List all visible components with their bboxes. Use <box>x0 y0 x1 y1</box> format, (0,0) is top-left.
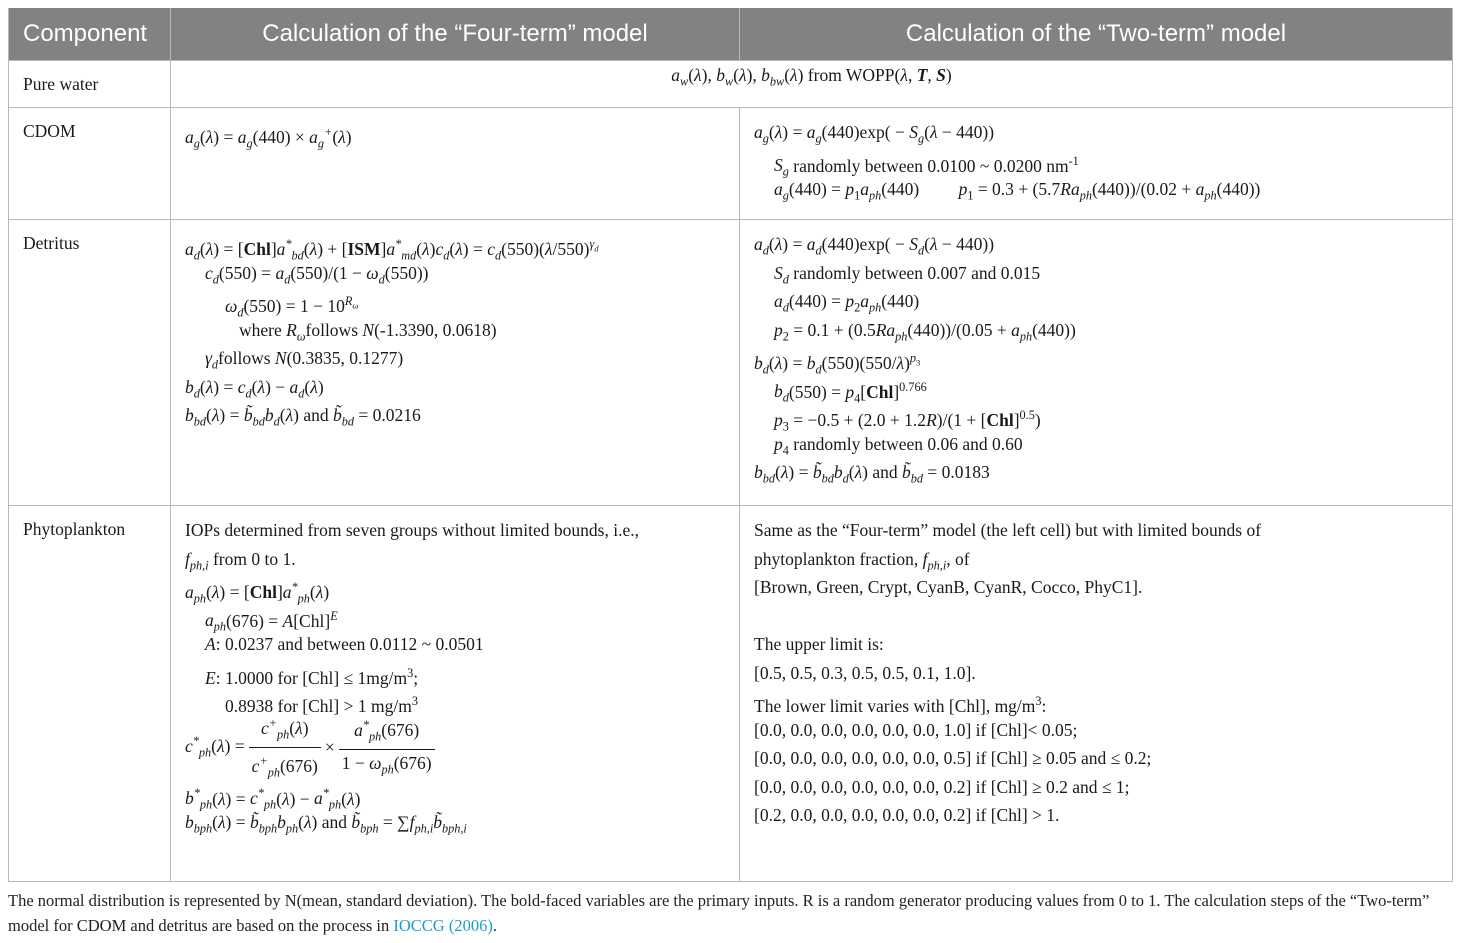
component-label <box>9 220 171 506</box>
footnote-end: . <box>492 916 497 935</box>
phyto-four-line-1: IOPs determined from seven groups without limited bounds, i.e., <box>185 520 639 540</box>
phyto-four-term-cell <box>171 506 740 882</box>
iop-calculation-table <box>8 8 1453 882</box>
detritus-two-eq-2: $S_d$ randomly between 0.007 and 0.015 <box>774 262 1041 286</box>
phyto-two-line-3: [Brown, Green, Crypt, CyanB, CyanR, Cocco, PhyC1]. <box>754 577 1143 597</box>
pure-water-cell <box>171 61 1453 108</box>
detritus-two-eq-3: $a_d(440) = p_2a_{ph}(440)$ <box>774 291 920 315</box>
phyto-two-line-6: [0.5, 0.5, 0.3, 0.5, 0.5, 0.1, 1.0]. <box>754 662 976 683</box>
detritus-two-term-cell <box>740 220 1453 506</box>
cdom-two-eq-1: $a_g(\lambda) = a_g(440)\exp( - S_g(\lambda - 440))$ <box>754 122 995 146</box>
phyto-two-line-9: [0.0, 0.0, 0.0, 0.0, 0.0, 0.0, 0.5] if [Chl] ≥ 0.05 and ≤ 0.2; <box>754 748 1152 768</box>
phyto-four-eq-7: $b^*_{ph}(\lambda) = c^*_{ph}(\lambda) - a^*_{ph}(\lambda)$ <box>185 786 361 812</box>
component-pure-water: Pure water <box>23 74 99 94</box>
header-four-term: Calculation of the “Four-term” model <box>171 8 740 61</box>
phyto-two-line-2: phytoplankton fraction, $f_{ph,i}$, of <box>754 548 970 572</box>
component-label <box>9 108 171 220</box>
footnote-citation-link[interactable]: IOCCG (2006) <box>393 916 493 935</box>
detritus-two-eq-9: $b_{bd}(\lambda)$ = $b̃_{bd}b_d(\lambda)$ and $b̃_{bd} = 0.0183$ <box>754 462 990 486</box>
detritus-two-eq-8: $p_4$ randomly between 0.06 and 0.60 <box>774 433 1023 457</box>
detritus-four-eq-7: $b_{bd}(\lambda)$ = $b̃_{bd}b_d(\lambda)$ and $b̃_{bd} = 0.0216$ <box>185 405 421 429</box>
phyto-two-line-10: [0.0, 0.0, 0.0, 0.0, 0.0, 0.0, 0.2] if [Chl] ≥ 0.2 and ≤ 1; <box>754 776 1130 797</box>
phyto-four-eq-2: $a_{ph}(676) = A[Chl]^E$ <box>205 608 338 634</box>
component-phytoplankton: Phytoplankton <box>23 519 126 539</box>
detritus-four-eq-5: $\gamma_dfollows$ N(0.3835, 0.1277) <box>205 348 404 372</box>
detritus-four-eq-4: where $R_\omega follows$ N(-1.3390, 0.0618) <box>239 319 497 343</box>
component-detritus: Detritus <box>23 233 80 253</box>
detritus-four-eq-3: $\omega_d(550) = 1 - 10^{R_\omega}$ <box>225 294 359 320</box>
detritus-four-eq-6: $b_d(\lambda) = c_d(\lambda) - a_d(\lambda)$ <box>185 376 324 400</box>
phyto-four-eq-3: A: 0.0237 and between 0.0112 ~ 0.0501 <box>205 634 484 654</box>
header-row <box>9 8 1453 61</box>
fraction-c-plus: $\frac{c^+_{ph}(\lambda)}{c^+_{ph}(676)}$ <box>249 710 321 786</box>
detritus-four-term-cell <box>171 220 740 506</box>
phyto-four-eq-8: $b_{bph}(\lambda)$ = $b̃_{bph}b_{ph}(\lambda)$ and $b̃_{bph}$ = $\sum f_{ph,i}b̃_{bph,i}$ <box>185 812 467 836</box>
phyto-four-eq-4: E: 1.0000 for $[Chl] \le 1mg/m^3$; <box>205 665 419 688</box>
phyto-four-line-2: $f_{ph,i}$ from 0 to 1. <box>185 548 296 572</box>
table-row-detritus <box>9 220 1453 506</box>
phyto-four-eq-6: $c^*_{ph}(\lambda)$ = $\frac{c^+_{ph}(\lambda)}{c^+_{ph}(676)}$ × $\frac{a^*_{ph}(676)}{1 - \omega_{ph}(676)}$ <box>185 716 727 780</box>
phyto-two-line-5: The upper limit is: <box>754 634 884 654</box>
table-row-pure-water <box>9 61 1453 108</box>
phyto-two-line-1: Same as the “Four-term” model (the left cell) but with limited bounds of <box>754 520 1262 540</box>
detritus-two-eq-6: $b_d(550) = p_4[Chl]^{0.766}$ <box>774 379 927 405</box>
table-row-cdom <box>9 108 1453 220</box>
detritus-four-eq-1: $a_d(\lambda) = [Chl]a^*_{bd}(\lambda) + [ISM]a^*_{md}(\lambda)c_d(\lambda) = c_d(550)(\lambda/550)^{\gamma_d}$ <box>185 237 599 263</box>
phyto-two-line-7: The lower limit varies with [Chl], $mg/m^3$: <box>754 694 1047 716</box>
table-row-phytoplankton <box>9 506 1453 882</box>
table-footnote <box>8 888 1452 938</box>
phyto-two-line-11: [0.2, 0.0, 0.0, 0.0, 0.0, 0.0, 0.2] if [Chl] > 1. <box>754 805 1060 825</box>
header-component: Component <box>9 8 171 61</box>
detritus-two-eq-1: $a_d(\lambda) = a_d(440)\exp( - S_d(\lambda - 440))$ <box>754 234 995 258</box>
component-label <box>9 506 171 882</box>
cdom-two-eq-3: $a_g(440) = p_1a_{ph}(440)$ $p_1 = 0.3 + (5.7Ra_{ph}(440))/(0.02 + a_{ph}(440))$ <box>774 179 1261 203</box>
cdom-two-eq-2: $S_g$ randomly between 0.0100 ~ 0.0200 $nm^{-1}$ <box>774 153 1079 179</box>
detritus-two-eq-4: $p_2 = 0.1 + (0.5Ra_{ph}(440))/(0.05 + a_{ph}(440))$ <box>774 319 1076 343</box>
component-cdom: CDOM <box>23 121 76 141</box>
phyto-four-eq-1: $a_{ph}(\lambda) = [Chl]a^*_{ph}(\lambda)$ <box>185 580 330 606</box>
detritus-two-eq-7: $p_3 = -0.5 + (2.0 + 1.2R)/(1 + [Chl]^{0.5})$ <box>774 408 1041 434</box>
detritus-four-eq-2: $c_d(550) = a_d(550)/(1 - \omega_d(550))$ <box>205 262 429 286</box>
footnote-text: The normal distribution is represented by N(mean, standard deviation). The bold-faced variables are the primary inputs. R is a random generator producing values from 0 to 1. The calculation steps of the “Two-term” model for CDOM and detritus are based on the process in <box>8 891 1430 935</box>
fraction-a-star: $\frac{a^*_{ph}(676)}{1 - \omega_{ph}(676)}$ <box>339 712 435 783</box>
header-two-term: Calculation of the “Two-term” model <box>740 8 1453 61</box>
phyto-two-line-8: [0.0, 0.0, 0.0, 0.0, 0.0, 0.0, 1.0] if [Chl]< 0.05; <box>754 719 1078 740</box>
component-label <box>9 61 171 108</box>
phyto-two-blank <box>754 602 1440 631</box>
cdom-two-term-cell <box>740 108 1453 220</box>
phyto-four-eq-5: 0.8938 for [Chl] > 1 $mg/m^3$ <box>225 694 418 716</box>
pure-water-formula: $a_w(\lambda)$, $b_w(\lambda)$, $b_{bw}(\lambda)$ from WOPP(λ, T, S) <box>671 65 952 89</box>
phyto-two-term-cell <box>740 506 1453 882</box>
cdom-four-term-cell <box>171 108 740 220</box>
detritus-two-eq-5: $b_d(\lambda) = b_d(550)(550/\lambda)^{p_3}$ <box>754 351 921 377</box>
cdom-four-eq-1: $a_g(\lambda) = a_g(440) \times a_g^+(\lambda)$ <box>185 125 352 151</box>
